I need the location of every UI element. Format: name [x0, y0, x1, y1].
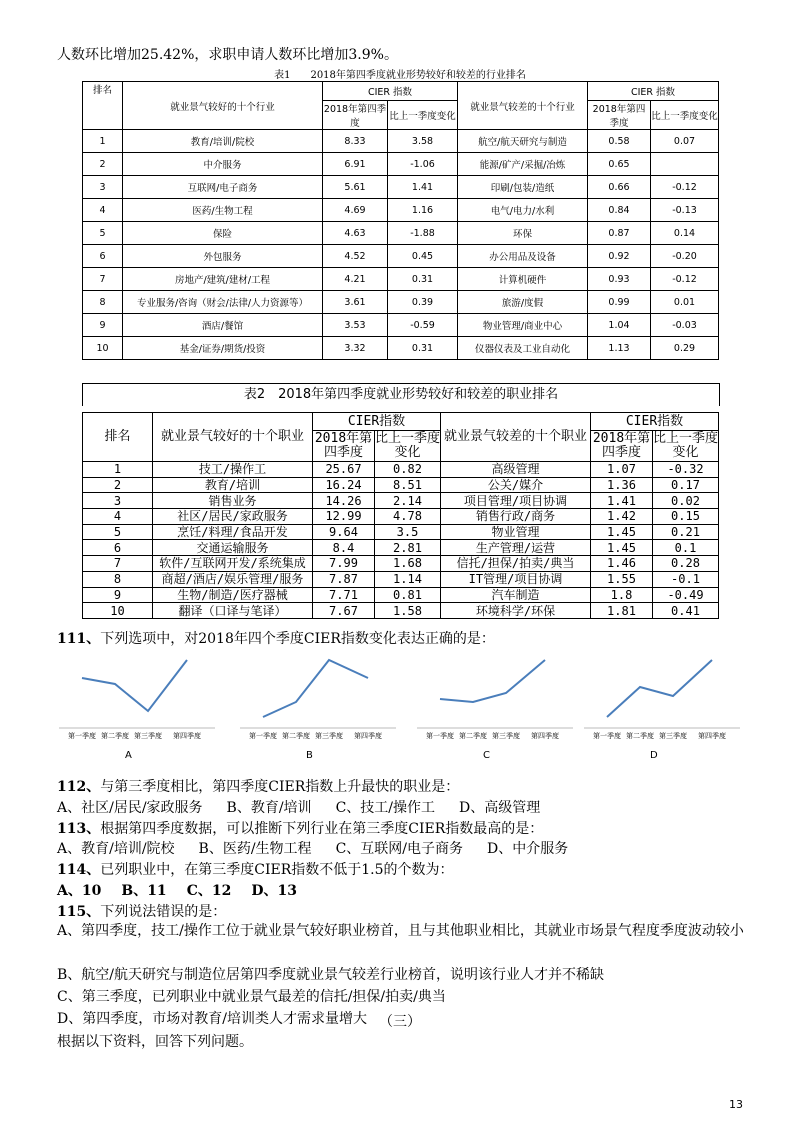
- t2-cell: 7.67: [313, 603, 375, 619]
- option-d[interactable]: D、13: [251, 883, 297, 899]
- t1-cell: 电气/电力/水利: [458, 199, 588, 222]
- t1-header-bad: 就业景气较差的十个行业: [458, 82, 588, 130]
- occupation-ranking-table: [82, 412, 719, 619]
- option-b[interactable]: B、医药/生物工程: [198, 841, 312, 857]
- x-tick-label: 第三季度: [659, 732, 687, 740]
- t2-header-bad: 就业景气较差的十个职业: [441, 413, 591, 462]
- t2-cell: 3.5: [375, 524, 441, 540]
- question-115: [57, 901, 226, 921]
- t1-cell: 1.16: [388, 199, 458, 222]
- option-a[interactable]: A、10: [57, 883, 102, 899]
- industry-ranking-table: [82, 81, 719, 360]
- t2-cell: 项目管理/项目协调: [441, 493, 591, 509]
- t1-cell: 5: [83, 222, 123, 245]
- t1-row: [83, 153, 719, 176]
- t2-cell: 7: [83, 556, 153, 572]
- t1-row: [83, 222, 719, 245]
- t2-cell: 0.82: [375, 462, 441, 478]
- section-heading: （三）: [379, 1014, 421, 1030]
- question-number: 111、: [57, 631, 101, 647]
- t2-cell: 翻译（口译与笔译）: [153, 603, 313, 619]
- line-chart: [57, 652, 217, 742]
- t2-cell: 环境科学/环保: [441, 603, 591, 619]
- t2-cell: 1: [83, 462, 153, 478]
- series-line: [263, 660, 368, 717]
- option-letter: A: [125, 750, 132, 761]
- t2-row: [83, 509, 719, 525]
- x-tick-label: 第三季度: [492, 732, 520, 740]
- t1-cell: 1.41: [388, 176, 458, 199]
- question-111: [57, 628, 495, 648]
- x-tick-label: 第二季度: [101, 732, 129, 740]
- t2-cell: 1.58: [375, 603, 441, 619]
- question-number: 115、: [57, 904, 101, 920]
- t1-cell: 印刷/包装/造纸: [458, 176, 588, 199]
- t1-cell: -0.12: [651, 176, 719, 199]
- t2-cell: 8.4: [313, 540, 375, 556]
- t2-cell: 1.81: [591, 603, 653, 619]
- section-intro: 根据以下资料，回答下列问题。: [57, 1034, 253, 1050]
- series-line: [440, 660, 545, 702]
- series-line: [607, 660, 712, 717]
- t1-cell: 计算机硬件: [458, 268, 588, 291]
- t2-cell: -0.49: [653, 587, 719, 603]
- t1-cell: 0.99: [588, 291, 651, 314]
- t1-cell: 外包服务: [123, 245, 323, 268]
- t2-cell: 商超/酒店/娱乐管理/服务: [153, 571, 313, 587]
- t2-cell: 1.8: [591, 587, 653, 603]
- t2-cell: 1.07: [591, 462, 653, 478]
- t2-header-q4-2: 2018年第四季度: [591, 431, 653, 462]
- t2-cell: 10: [83, 603, 153, 619]
- t2-cell: 0.21: [653, 524, 719, 540]
- page-number: 13: [729, 1098, 743, 1111]
- option-115-d[interactable]: D、第四季度，市场对教育/培训类人才需求量增大: [57, 1011, 367, 1027]
- t1-cell: 4.21: [323, 268, 388, 291]
- t1-row: [83, 245, 719, 268]
- t1-cell: 10: [83, 337, 123, 360]
- t2-cell: 1.41: [591, 493, 653, 509]
- t1-cell: 0.29: [651, 337, 719, 360]
- t2-cell: 0.28: [653, 556, 719, 572]
- t2-cell: 25.67: [313, 462, 375, 478]
- t2-cell: 7.99: [313, 556, 375, 572]
- option-115-b[interactable]: B、航空/航天研究与制造位居第四季度就业景气较差行业榜首，说明该行业人才并不稀缺: [57, 967, 605, 983]
- t2-cell: 14.26: [313, 493, 375, 509]
- t2-cell: 1.46: [591, 556, 653, 572]
- option-a[interactable]: A、社区/居民/家政服务: [57, 800, 203, 816]
- question-number: 114、: [57, 862, 101, 878]
- t2-cell: -0.32: [653, 462, 719, 478]
- table2-caption: 表2 2018年第四季度就业形势较好和较差的职业排名: [82, 383, 720, 406]
- t2-cell: 7.71: [313, 587, 375, 603]
- t2-cell: 1.55: [591, 571, 653, 587]
- t1-header-rank: 排名: [83, 82, 123, 130]
- t1-cell: 1.13: [588, 337, 651, 360]
- x-tick-label: 第四季度: [173, 732, 201, 740]
- x-tick-label: 第二季度: [626, 732, 654, 740]
- option-b[interactable]: B、11: [121, 883, 167, 899]
- t1-header-good: 就业景气较好的十个行业: [123, 82, 323, 130]
- t1-cell: -0.13: [651, 199, 719, 222]
- t2-cell: 4.78: [375, 509, 441, 525]
- question-text: 下列说法错误的是：: [100, 904, 227, 920]
- t2-row: [83, 493, 719, 509]
- t1-cell: 9: [83, 314, 123, 337]
- t1-cell: 7: [83, 268, 123, 291]
- t2-cell: 1.42: [591, 509, 653, 525]
- t2-cell: 汽车制造: [441, 587, 591, 603]
- t1-row: [83, 314, 719, 337]
- t1-cell: 专业服务/咨询（财会/法律/人力资源等）: [123, 291, 323, 314]
- t2-cell: 2: [83, 477, 153, 493]
- t2-cell: 7.87: [313, 571, 375, 587]
- t2-row: [83, 603, 719, 619]
- t1-cell: 0.39: [388, 291, 458, 314]
- t2-cell: 8: [83, 571, 153, 587]
- t2-cell: 烹饪/料理/食品开发: [153, 524, 313, 540]
- option-chart-d[interactable]: [582, 652, 742, 761]
- t2-cell: 3: [83, 493, 153, 509]
- question-114: [57, 859, 454, 879]
- t1-cell: 0.93: [588, 268, 651, 291]
- t1-cell: 能源/矿产/采掘/冶炼: [458, 153, 588, 176]
- t1-cell: 4.63: [323, 222, 388, 245]
- t2-row: [83, 556, 719, 572]
- t1-cell: -0.59: [388, 314, 458, 337]
- t1-header-q4-2: 2018年第四季度: [588, 101, 651, 130]
- t1-header-cier: CIER 指数: [323, 82, 458, 101]
- option-c[interactable]: C、技工/操作工: [335, 800, 435, 816]
- question-text: 已列职业中，在第三季度CIER指数不低于1.5的个数为：: [100, 862, 454, 878]
- t1-cell: 医药/生物工程: [123, 199, 323, 222]
- question-113: [57, 818, 543, 838]
- line-chart: [238, 652, 398, 742]
- t2-cell: 软件/互联网开发/系统集成: [153, 556, 313, 572]
- t2-cell: 1.45: [591, 524, 653, 540]
- table1-caption: 表1 2018年第四季度就业形势较好和较差的行业排名: [274, 70, 526, 81]
- t1-cell: -0.12: [651, 268, 719, 291]
- option-d[interactable]: D、高级管理: [459, 800, 541, 816]
- t1-row: [83, 337, 719, 360]
- t1-cell: 保险: [123, 222, 323, 245]
- t2-header-q4: 2018年第四季度: [313, 431, 375, 462]
- x-tick-label: 第四季度: [698, 732, 726, 740]
- option-c[interactable]: C、12: [186, 883, 232, 899]
- intro-line: 人数环比增加25.42%，求职申请人数环比增加3.9%。: [57, 47, 398, 63]
- t1-cell: 0.14: [651, 222, 719, 245]
- t2-cell: 生物/制造/医疗器械: [153, 587, 313, 603]
- t2-cell: 社区/居民/家政服务: [153, 509, 313, 525]
- t1-header-change: 比上一季度变化: [388, 101, 458, 130]
- question-number: 112、: [57, 779, 101, 795]
- t2-cell: 0.81: [375, 587, 441, 603]
- t2-cell: 0.1: [653, 540, 719, 556]
- t2-cell: 1.36: [591, 477, 653, 493]
- t1-cell: 0.45: [388, 245, 458, 268]
- x-tick-label: 第四季度: [354, 732, 382, 740]
- t2-cell: 4: [83, 509, 153, 525]
- t2-header-change-2: 比上一季度变化: [653, 431, 719, 460]
- t2-cell: 16.24: [313, 477, 375, 493]
- t2-row: [83, 462, 719, 478]
- t1-cell: 0.07: [651, 130, 719, 153]
- t1-cell: 5.61: [323, 176, 388, 199]
- option-chart-c[interactable]: [415, 652, 575, 761]
- t1-cell: 8: [83, 291, 123, 314]
- options-112: [57, 797, 564, 817]
- t1-cell: 4.52: [323, 245, 388, 268]
- t1-cell: 4: [83, 199, 123, 222]
- t1-cell: 0.31: [388, 337, 458, 360]
- t1-cell: 3: [83, 176, 123, 199]
- option-letter: B: [306, 750, 313, 761]
- option-c[interactable]: C、互联网/电子商务: [335, 841, 463, 857]
- x-tick-label: 第一季度: [249, 732, 277, 740]
- series-line: [82, 660, 187, 711]
- t1-cell: 办公用品及设备: [458, 245, 588, 268]
- t2-row: [83, 587, 719, 603]
- t2-cell: 6: [83, 540, 153, 556]
- t1-cell: 0.58: [588, 130, 651, 153]
- t2-row: [83, 540, 719, 556]
- t1-row: [83, 291, 719, 314]
- line-chart: [582, 652, 742, 742]
- t2-cell: 5: [83, 524, 153, 540]
- t1-header-q4: 2018年第四季度: [323, 101, 388, 130]
- x-tick-label: 第二季度: [282, 732, 310, 740]
- t2-cell: 公关/媒介: [441, 477, 591, 493]
- t1-cell: 互联网/电子商务: [123, 176, 323, 199]
- t1-row: [83, 130, 719, 153]
- question-text: 下列选项中，对2018年四个季度CIER指数变化表达正确的是：: [100, 631, 495, 647]
- x-tick-label: 第二季度: [459, 732, 487, 740]
- t1-cell: 1: [83, 130, 123, 153]
- question-number: 113、: [57, 821, 101, 837]
- t2-cell: 9: [83, 587, 153, 603]
- t2-cell: 交通运输服务: [153, 540, 313, 556]
- question-text: 与第三季度相比，第四季度CIER指数上升最快的职业是：: [100, 779, 460, 795]
- t1-cell: 教育/培训/院校: [123, 130, 323, 153]
- t1-header-change-2: 比上一季度变化: [651, 101, 719, 130]
- t2-cell: 0.15: [653, 509, 719, 525]
- t1-cell: 基金/证券/期货/投资: [123, 337, 323, 360]
- t2-cell: 1.14: [375, 571, 441, 587]
- t2-cell: 技工/操作工: [153, 462, 313, 478]
- t2-cell: 生产管理/运营: [441, 540, 591, 556]
- t1-cell: 仪器仪表及工业自动化: [458, 337, 588, 360]
- t2-header-rank: 排名: [83, 413, 153, 462]
- option-d[interactable]: D、中介服务: [487, 841, 569, 857]
- t2-header-cier: CIER指数: [313, 413, 441, 431]
- t2-row: [83, 571, 719, 587]
- t1-cell: 3.53: [323, 314, 388, 337]
- t1-cell: 4.69: [323, 199, 388, 222]
- t1-cell: 中介服务: [123, 153, 323, 176]
- t2-row: [83, 524, 719, 540]
- t2-row: [83, 477, 719, 493]
- t1-cell: 6: [83, 245, 123, 268]
- t1-cell: 酒店/餐馆: [123, 314, 323, 337]
- x-tick-label: 第一季度: [593, 732, 621, 740]
- option-a[interactable]: A、教育/培训/院校: [57, 841, 175, 857]
- t2-cell: 8.51: [375, 477, 441, 493]
- t1-cell: 航空/航天研究与制造: [458, 130, 588, 153]
- t1-row: [83, 199, 719, 222]
- t1-cell: 0.92: [588, 245, 651, 268]
- question-text: 根据第四季度数据，可以推断下列行业在第三季度CIER指数最高的是：: [100, 821, 544, 837]
- option-chart-a[interactable]: [57, 652, 217, 761]
- t2-cell: 9.64: [313, 524, 375, 540]
- t1-cell: 1.04: [588, 314, 651, 337]
- t2-cell: 1.45: [591, 540, 653, 556]
- option-chart-b[interactable]: [238, 652, 398, 761]
- x-tick-label: 第三季度: [315, 732, 343, 740]
- t1-row: [83, 268, 719, 291]
- t1-header-cier-2: CIER 指数: [588, 82, 719, 101]
- x-tick-label: 第三季度: [134, 732, 162, 740]
- x-tick-label: 第四季度: [531, 732, 559, 740]
- t1-cell: 3.61: [323, 291, 388, 314]
- t1-cell: 环保: [458, 222, 588, 245]
- t2-cell: 0.02: [653, 493, 719, 509]
- option-115-a[interactable]: A、第四季度，技工/操作工位于就业景气较好职业榜首，且与其他职业相比，其就业市场景气程度季度波动较小: [57, 923, 744, 939]
- t1-cell: -0.03: [651, 314, 719, 337]
- option-115-c[interactable]: C、第三季度，已列职业中就业景气最差的信托/担保/拍卖/典当: [57, 989, 446, 1005]
- x-tick-label: 第一季度: [68, 732, 96, 740]
- t2-cell: 销售行政/商务: [441, 509, 591, 525]
- t1-cell: 房地产/建筑/建材/工程: [123, 268, 323, 291]
- t1-cell: 6.91: [323, 153, 388, 176]
- t1-cell: 物业管理/商业中心: [458, 314, 588, 337]
- t2-header-good: 就业景气较好的十个职业: [153, 413, 313, 462]
- t1-cell: 旅游/度假: [458, 291, 588, 314]
- t2-cell: 教育/培训: [153, 477, 313, 493]
- t1-cell: 0.84: [588, 199, 651, 222]
- t1-cell: -1.88: [388, 222, 458, 245]
- t2-cell: 2.14: [375, 493, 441, 509]
- t2-cell: 2.81: [375, 540, 441, 556]
- t1-cell: [651, 153, 719, 176]
- option-b[interactable]: B、教育/培训: [226, 800, 312, 816]
- option-letter: C: [483, 750, 490, 761]
- t2-cell: 销售业务: [153, 493, 313, 509]
- t2-cell: 物业管理: [441, 524, 591, 540]
- t1-cell: -0.20: [651, 245, 719, 268]
- t1-cell: 0.65: [588, 153, 651, 176]
- t2-cell: 信托/担保/拍卖/典当: [441, 556, 591, 572]
- t1-cell: 0.31: [388, 268, 458, 291]
- t2-cell: 12.99: [313, 509, 375, 525]
- line-chart: [415, 652, 575, 742]
- option-letter: D: [650, 750, 658, 761]
- t2-cell: 1.68: [375, 556, 441, 572]
- t1-cell: 0.66: [588, 176, 651, 199]
- t1-cell: 0.01: [651, 291, 719, 314]
- t2-cell: 0.41: [653, 603, 719, 619]
- x-tick-label: 第一季度: [426, 732, 454, 740]
- t1-cell: -1.06: [388, 153, 458, 176]
- t2-cell: 高级管理: [441, 462, 591, 478]
- t2-cell: IT管理/项目协调: [441, 571, 591, 587]
- t1-cell: 0.87: [588, 222, 651, 245]
- options-113: [57, 838, 592, 858]
- options-114: [57, 880, 317, 900]
- t1-cell: 3.32: [323, 337, 388, 360]
- t1-cell: 2: [83, 153, 123, 176]
- t1-cell: 3.58: [388, 130, 458, 153]
- t2-header-cier-2: CIER指数: [591, 413, 719, 431]
- t2-cell: 0.17: [653, 477, 719, 493]
- t2-cell: -0.1: [653, 571, 719, 587]
- t2-header-change: 比上一季度变化: [375, 431, 441, 460]
- t1-row: [83, 176, 719, 199]
- question-112: [57, 776, 459, 796]
- t1-cell: 8.33: [323, 130, 388, 153]
